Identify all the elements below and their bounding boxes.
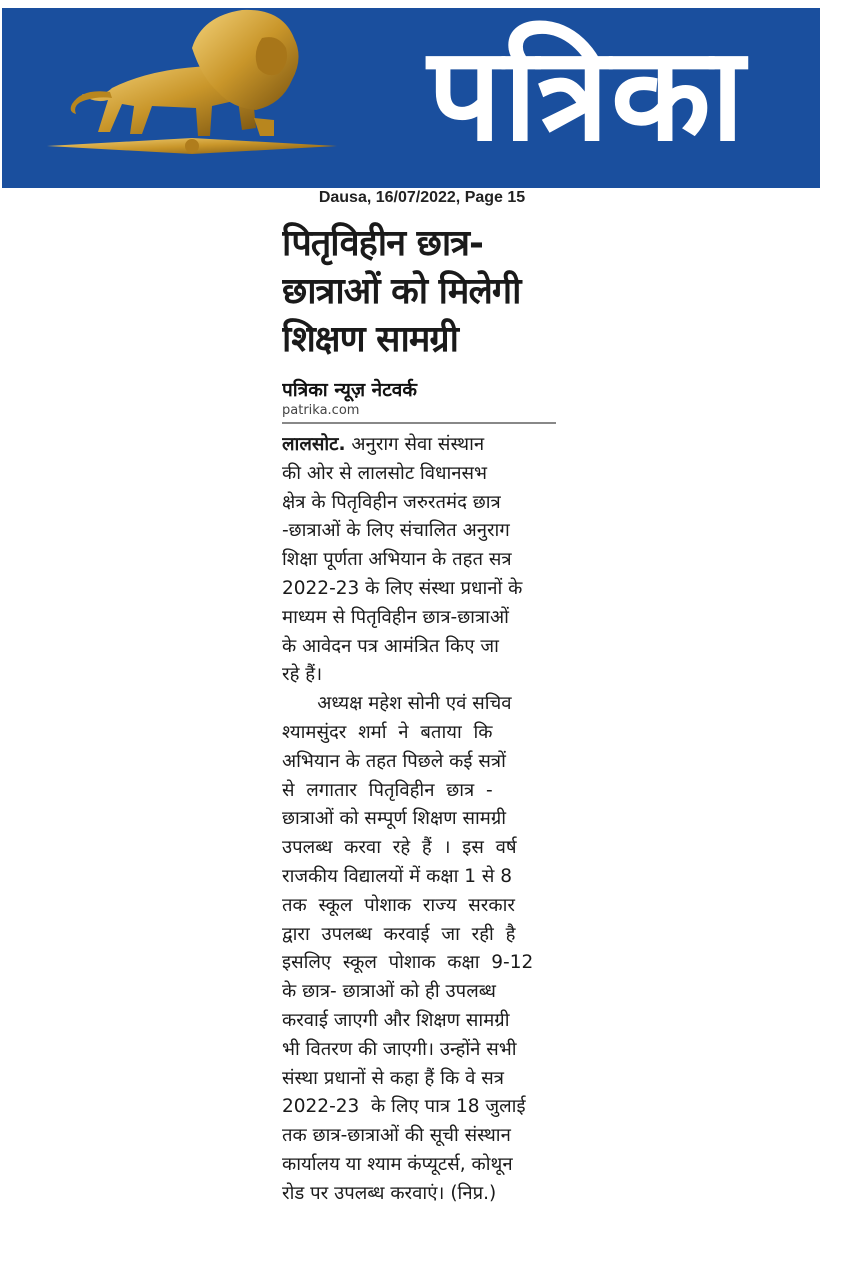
body-line: तक छात्र-छात्राओं की सूची संस्थान bbox=[282, 1125, 511, 1147]
body-line: द्वारा उपलब्ध करवाई जा रही है bbox=[282, 923, 516, 945]
body-line: शिक्षा पूर्णता अभियान के तहत सत्र bbox=[282, 549, 512, 571]
body-line: के आवेदन पत्र आमंत्रित किए जा bbox=[282, 635, 499, 657]
body-line: तक स्कूल पोशाक राज्य सरकार bbox=[282, 894, 515, 916]
body-line: -छात्राओं के लिए संचालित अनुराग bbox=[282, 520, 510, 542]
body-line: 2022-23 के लिए संस्था प्रधानों के bbox=[282, 577, 523, 599]
body-line: राजकीय विद्यालयों में कक्षा 1 से 8 bbox=[282, 865, 513, 887]
byline: पत्रिका न्यूज़ नेटवर्क bbox=[282, 379, 417, 401]
golden-lion-icon bbox=[42, 8, 342, 178]
body-line: 2022-23 के लिए पात्र 18 जुलाई bbox=[282, 1096, 526, 1118]
body-line: इसलिए स्कूल पोशाक कक्षा 9-12 bbox=[282, 952, 534, 974]
headline-line: शिक्षण सामग्री bbox=[282, 319, 458, 360]
headline-line: पितृविहीन छात्र- bbox=[282, 223, 483, 264]
masthead-banner bbox=[2, 8, 820, 188]
body-line: क्षेत्र के पितृविहीन जरुरतमंद छात्र bbox=[282, 491, 501, 513]
body-line: अभियान के तहत पिछले कई सत्रों bbox=[282, 750, 506, 772]
body-line: की ओर से लालसोट विधानसभ bbox=[282, 462, 488, 484]
divider bbox=[282, 422, 556, 424]
dateline: लालसोट. bbox=[282, 434, 346, 455]
article-headline bbox=[282, 220, 556, 364]
brand-wordmark: पत्रिका bbox=[427, 17, 747, 170]
headline-line: छात्राओं को मिलेगी bbox=[282, 271, 521, 312]
article-clipping bbox=[282, 210, 556, 1230]
body-line: अध्यक्ष महेश सोनी एवं सचिव bbox=[282, 693, 512, 715]
body-line: भी वितरण की जाएगी। उन्होंने सभी bbox=[282, 1038, 517, 1060]
body-line: से लगातार पितृविहीन छात्र - bbox=[282, 779, 493, 801]
body-line: माध्यम से पितृविहीन छात्र-छात्राओं bbox=[282, 606, 509, 628]
edition-line: Dausa, 16/07/2022, Page 15 bbox=[318, 189, 526, 206]
body-line: लालसोट. अनुराग सेवा संस्थान bbox=[282, 434, 485, 455]
body-line: छात्राओं को सम्पूर्ण शिक्षण सामग्री bbox=[282, 808, 507, 830]
site-url: patrika.com bbox=[282, 403, 360, 418]
body-line: करवाई जाएगी और शिक्षण सामग्री bbox=[282, 1009, 510, 1031]
body-line: के छात्र- छात्राओं को ही उपलब्ध bbox=[282, 981, 496, 1003]
article-body bbox=[282, 431, 556, 1209]
body-line: रहे हैं। bbox=[282, 664, 323, 686]
body-line: कार्यालय या श्याम कंप्यूटर्स, कोथून bbox=[282, 1153, 513, 1175]
body-line: रोड पर उपलब्ध करवाएं। (निप्र.) bbox=[282, 1182, 497, 1204]
body-line: उपलब्ध करवा रहे हैं । इस वर्ष bbox=[282, 837, 517, 859]
body-line: संस्था प्रधानों से कहा हैं कि वे सत्र bbox=[282, 1067, 505, 1089]
body-line: श्यामसुंदर शर्मा ने बताया कि bbox=[282, 721, 493, 743]
